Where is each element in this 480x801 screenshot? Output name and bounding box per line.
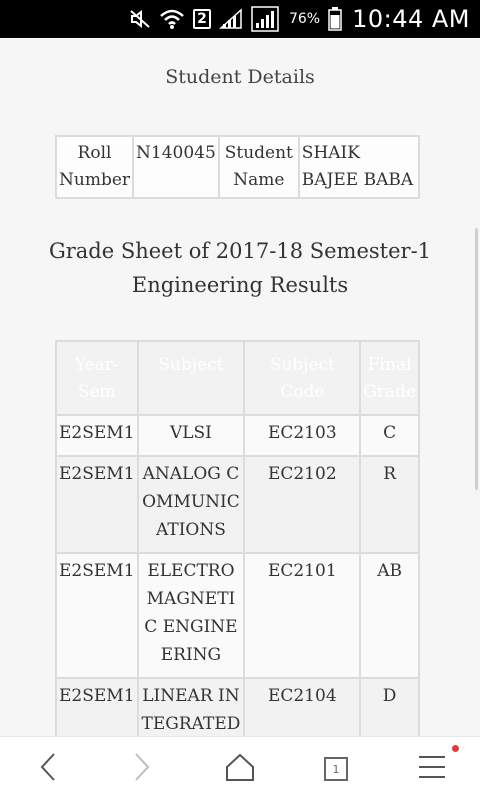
cell-subject: VLSI — [138, 415, 245, 456]
student-info-table — [55, 135, 420, 199]
signal-icon — [251, 6, 279, 32]
battery-percent: 76% — [288, 11, 321, 27]
cell-year-sem: E2SEM1 — [56, 553, 138, 678]
forward-icon — [132, 752, 152, 786]
table-row — [56, 678, 419, 736]
clock: 10:44 AM — [352, 5, 470, 33]
mute-icon — [129, 9, 151, 29]
table-row — [56, 415, 419, 456]
table-row — [56, 553, 419, 678]
roll-number-label: Roll Number — [56, 136, 133, 198]
roll-number-value: N140045 — [133, 136, 219, 198]
grade-sheet-title: Grade Sheet of 2017-18 Semester-1 Engineering Results — [48, 239, 432, 297]
cell-subject: LINEAR INTEGRATED — [138, 678, 245, 736]
wifi-icon — [159, 8, 185, 30]
tabs-icon — [324, 757, 348, 781]
menu-icon — [417, 754, 447, 784]
tabs-button[interactable] — [306, 737, 366, 801]
signal-icon — [219, 8, 243, 30]
notification-dot — [452, 745, 459, 752]
grades-table — [55, 340, 420, 736]
battery-icon — [328, 7, 342, 31]
table-row — [56, 136, 419, 198]
student-name-label: Student Name — [219, 136, 299, 198]
tabs-count: 1 — [332, 762, 340, 776]
browser-bottom-nav — [0, 736, 480, 801]
status-bar — [0, 0, 480, 38]
home-button[interactable] — [210, 737, 270, 801]
cell-final-grade: AB — [360, 553, 419, 678]
column-header-final-grade: Final Grade — [360, 341, 419, 415]
cell-year-sem: E2SEM1 — [56, 456, 138, 553]
forward-button[interactable] — [112, 737, 172, 801]
page-content[interactable] — [0, 38, 480, 736]
cell-year-sem: E2SEM1 — [56, 415, 138, 456]
cell-year-sem: E2SEM1 — [56, 678, 138, 736]
student-details-heading: Student Details — [165, 66, 315, 88]
cell-subject-code: EC2101 — [244, 553, 360, 678]
cell-subject-code: EC2102 — [244, 456, 360, 553]
student-name-value: SHAIK BAJEE BABA — [299, 136, 419, 198]
cell-subject-code: EC2104 — [244, 678, 360, 736]
cell-final-grade: D — [360, 678, 419, 736]
column-header-subject-code: Subject Code — [244, 341, 360, 415]
column-header-subject: Subject — [138, 341, 245, 415]
cell-final-grade: C — [360, 415, 419, 456]
back-icon — [38, 752, 58, 786]
home-icon — [225, 753, 255, 785]
back-button[interactable] — [18, 737, 78, 801]
scrollbar[interactable] — [475, 228, 478, 490]
table-header-row — [56, 341, 419, 415]
cell-subject-code: EC2103 — [244, 415, 360, 456]
table-row — [56, 456, 419, 553]
column-header-year-sem: Year-Sem — [56, 341, 138, 415]
cell-subject: ANALOG COMMUNICATIONS — [138, 456, 245, 553]
sim-slot-label: 2 — [193, 9, 211, 29]
cell-final-grade: R — [360, 456, 419, 553]
sim-icon — [193, 9, 211, 29]
cell-subject: ELECTRO MAGNETIC ENGINEERING — [138, 553, 245, 678]
